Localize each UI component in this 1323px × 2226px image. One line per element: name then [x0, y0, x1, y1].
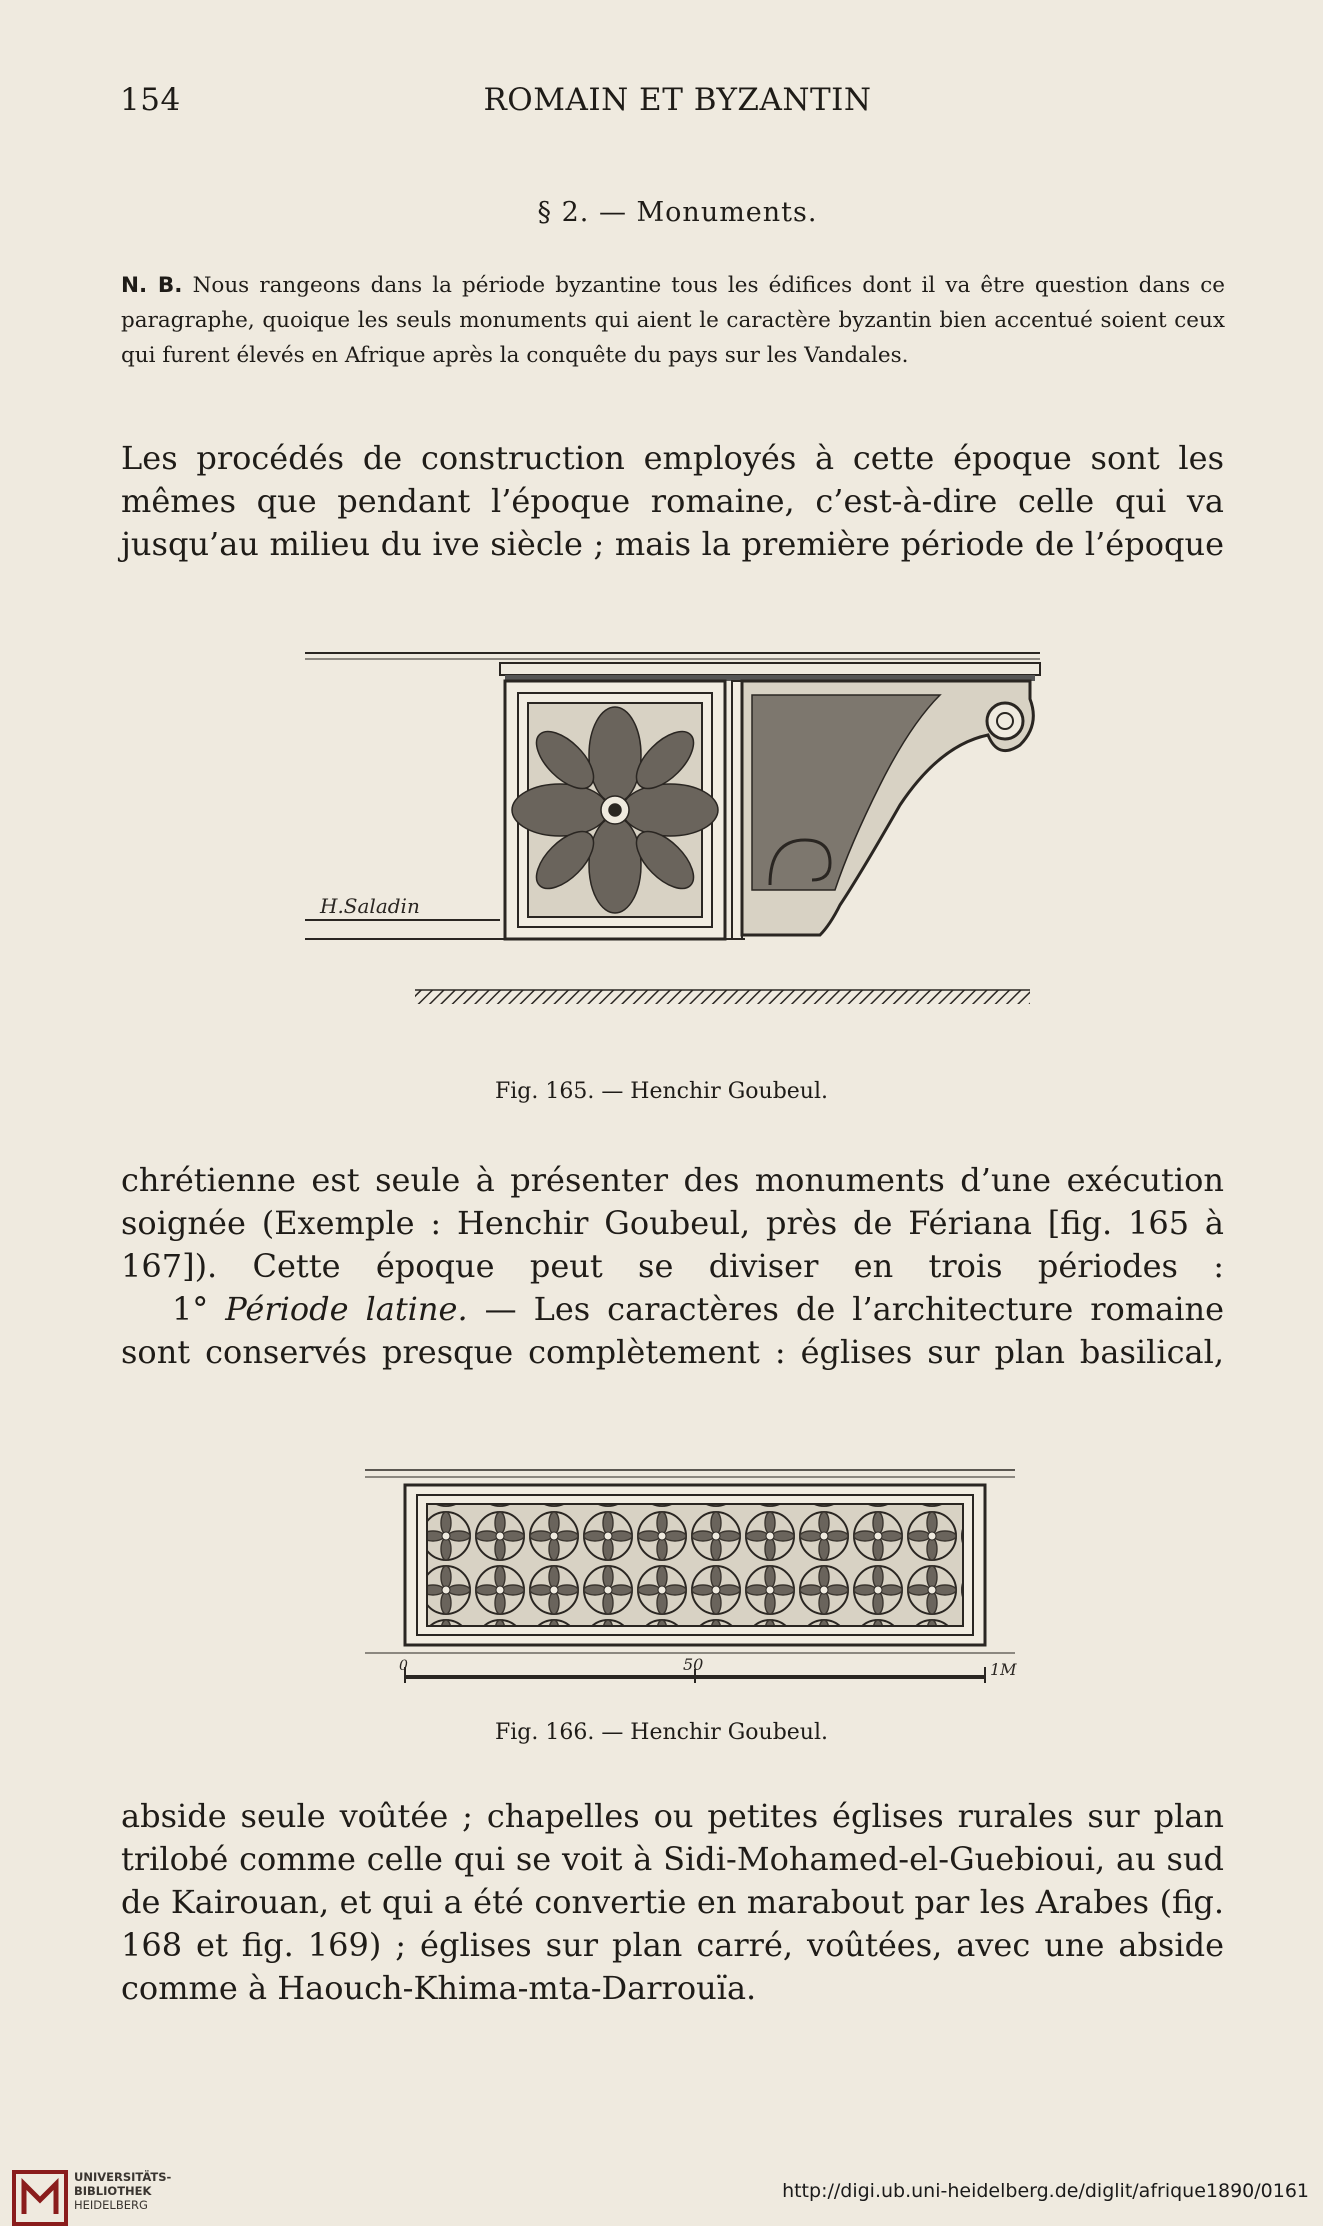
source-url[interactable]: http://digi.ub.uni-heidelberg.de/diglit/afrique1890/0161: [782, 2180, 1309, 2202]
figure-165-caption: Fig. 165. — Henchir Goubeul.: [494, 1079, 829, 1104]
paragraph-2-text: chrétienne est seule à présenter des monuments d’une exécution soignée (Exemple : Henchir Goubeul, près de Fériana [fig. 165 à 167]). Cette époque peut se diviser en trois périodes :: [121, 1161, 1224, 1285]
period-title: Période latine.: [225, 1290, 468, 1328]
scroll-bracket: [732, 681, 1033, 939]
artist-signature: H.Saladin: [320, 894, 420, 918]
paragraph-1: Les procédés de construction employés à cette époque sont les mêmes que pendant l’époque romaine, c’est-à-dire celle qui va jusqu’au milieu du ive siècle ; mais la première période de l’époque: [121, 439, 1224, 563]
square-rosette-panel: [505, 681, 725, 939]
note-paragraph: [121, 268, 1225, 373]
paragraph-2: [121, 1159, 1224, 1374]
scale-mid-label: 50: [683, 1655, 704, 1674]
university-library-logo: [12, 2170, 68, 2226]
page-number: 154: [120, 82, 181, 118]
section-heading: § 2. — Monuments.: [537, 197, 818, 228]
footer: [0, 2158, 1323, 2226]
library-name-line-3: HEIDELBERG: [74, 2198, 148, 2212]
figure-166-caption: Fig. 166. — Henchir Goubeul.: [494, 1720, 829, 1745]
figure-165-illustration: [300, 635, 1045, 1025]
scale-end-label: 1M: [990, 1660, 1017, 1679]
page-header: [120, 82, 1235, 132]
period-number: 1°: [171, 1290, 209, 1328]
note-text: Nous rangeons dans la période byzantine tous les édifices dont il va être question dans ce paragraphe, quoique les seuls monuments qui aient le caractère byzantin bien accentué soient ceux qui furent élevés en Afrique après la conquête du pays sur les Vandales.: [121, 273, 1225, 368]
paragraph-3: abside seule voûtée ; chapelles ou petites églises rurales sur plan trilobé comme celle qui se voit à Sidi-Mohamed-el-Guebioui, au sud de Kairouan, et qui a été convertie en marabout par les Arabes (fig. 168 et fig. 169) ; églises sur plan carré, voûtées, avec une abside comme à Haouch-Khima-mta-Darrouïa.: [121, 1797, 1224, 2007]
note-label: N. B.: [121, 273, 183, 298]
scale-start-label: 0: [399, 1658, 408, 1674]
period-text: — Les caractères de l’architecture romaine sont conservés presque complètement : églises sur plan basilical,: [121, 1290, 1225, 1371]
running-title: ROMAIN ET BYZANTIN: [483, 82, 872, 118]
figure-166-illustration: [365, 1455, 1050, 1695]
library-name-line-2: BIBLIOTHEK: [74, 2184, 152, 2198]
library-name: [74, 2170, 171, 2212]
library-name-line-1: UNIVERSITÄTS-: [74, 2170, 172, 2184]
